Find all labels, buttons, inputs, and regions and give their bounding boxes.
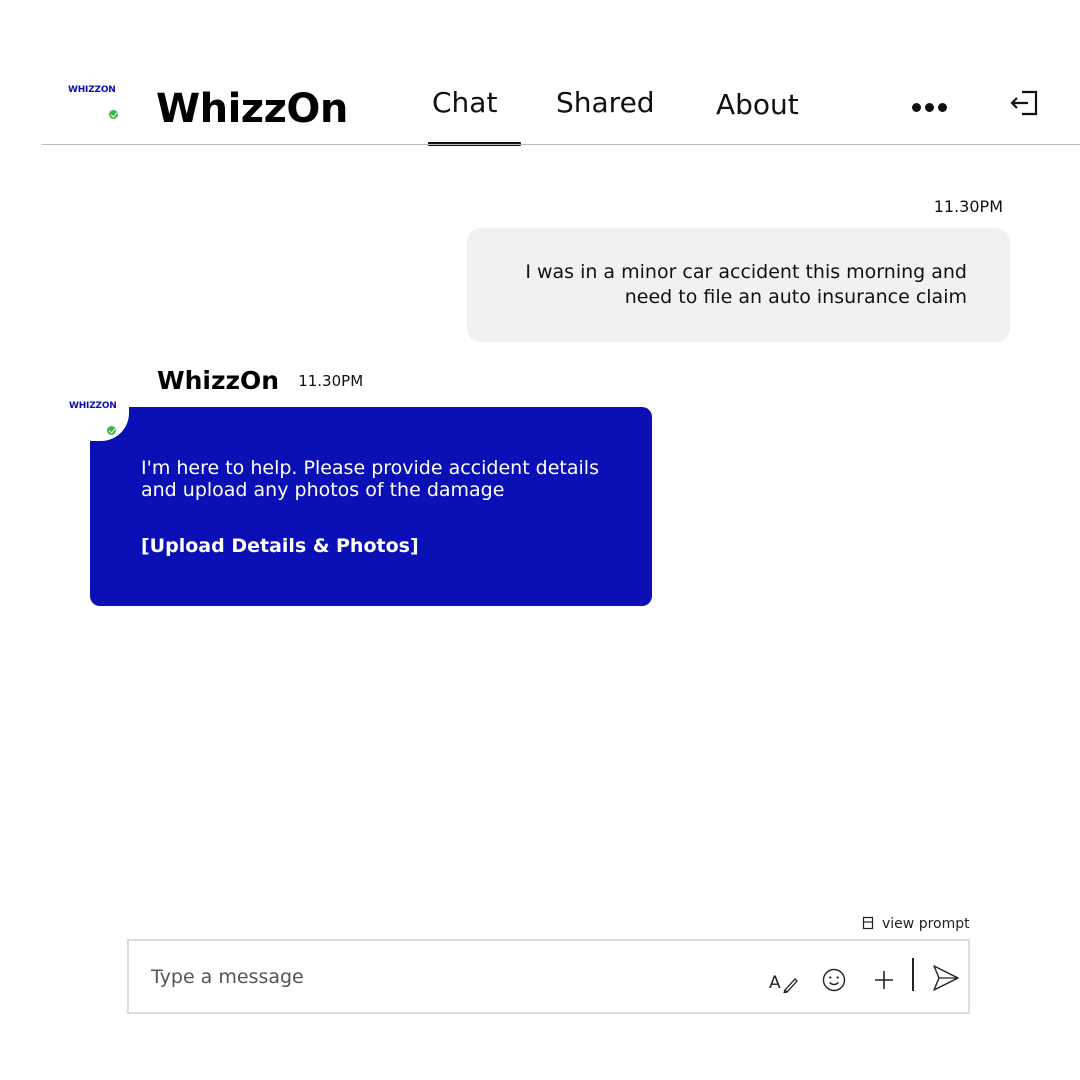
send-icon[interactable] [931,963,961,993]
user-message-time: 11.30PM [933,197,1003,216]
view-prompt-label: view prompt [882,916,970,932]
plus-icon[interactable] [871,967,897,993]
tab-about[interactable]: About [716,88,799,121]
online-status-icon [107,108,120,121]
tab-chat[interactable]: Chat [432,86,498,119]
logo: WHIZZON [68,85,116,95]
tab-shared[interactable]: Shared [556,86,655,119]
bot-message-text: I'm here to help. Please provide accident details and upload any photos of the damage [141,457,599,501]
format-icon[interactable] [769,969,799,993]
header-divider [42,144,1080,145]
header [0,0,1080,146]
logout-icon[interactable] [1006,88,1042,118]
message-composer [127,939,970,1014]
avatar-logo: WHIZZON [69,401,117,411]
bot-message-time: 11.30PM [298,371,364,390]
bot-name: WhizzOn [157,366,280,395]
user-message-bubble [467,228,1010,342]
prompt-icon [862,916,874,930]
online-status-icon [105,424,118,437]
emoji-icon[interactable] [821,967,847,993]
bot-message-header [157,366,363,395]
more-horizontal-icon[interactable] [910,100,950,116]
svg-text:A: A [769,973,781,993]
user-message-text: I was in a minor car accident this morning and need to file an auto insurance claim [525,261,967,308]
view-prompt-link[interactable] [862,916,970,932]
upload-details-button[interactable]: [Upload Details & Photos] [141,535,419,557]
composer-divider [912,958,914,991]
app-title: WhizzOn [156,86,348,132]
message-input[interactable] [151,961,711,993]
bot-avatar [59,379,129,441]
bot-message-bubble [90,407,652,606]
